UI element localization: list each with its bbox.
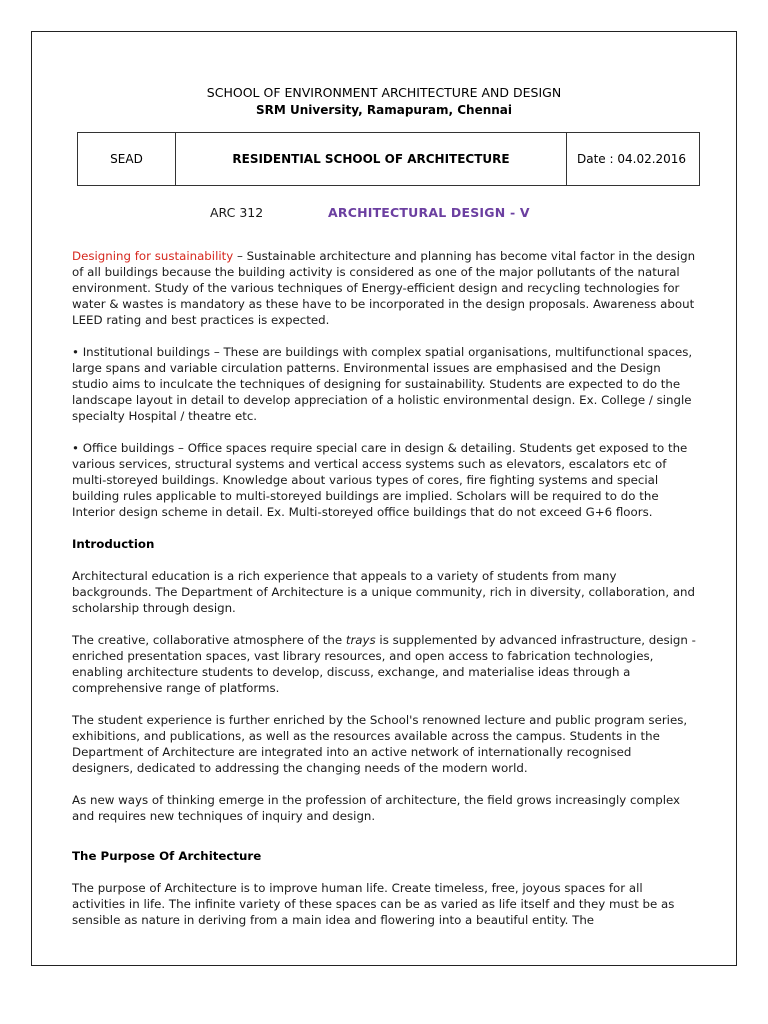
introduction-paragraph-2: [72, 632, 696, 696]
document-page: [31, 31, 737, 966]
info-table: [77, 132, 700, 186]
purpose-heading: The Purpose Of Architecture: [72, 849, 262, 863]
intro-p2-emphasis: trays: [345, 633, 376, 647]
purpose-paragraph-1: The purpose of Architecture is to improve human life. Create timeless, free, joyous spaces for all activities in life. The infinite variety of these spaces can be as varied as life itself and they must be as sensible as nature in deriving from a main idea and flowering into a beautiful entity. The: [72, 881, 675, 927]
introduction-paragraph-1: Architectural education is a rich experience that appeals to a variety of students from many backgrounds. The Department of Architecture is a unique community, rich in diversity, collaboration, and scholarship through design.: [72, 569, 696, 615]
bullet-office: • Office buildings – Office spaces require special care in design & detailing. Students get exposed to the various services, structural systems and vertical access systems such as elevators, escalators etc of multi-storeyed buildings. Knowledge about various types of cores, fire fighting systems and special building rules applicable to multi-storeyed buildings are implied. Scholars will be required to do the Interior design scheme in detail. Ex. Multi-storeyed office buildings that do not exceed G+6 floors.: [72, 441, 688, 519]
info-table-row: [78, 133, 700, 186]
university-subtitle: SRM University, Ramapuram, Chennai: [255, 103, 512, 117]
sustainability-lead: Designing for sustainability: [72, 249, 234, 263]
school-title: SCHOOL OF ENVIRONMENT ARCHITECTURE AND DESIGN: [206, 85, 562, 100]
content-body: [72, 248, 696, 944]
school-name-cell: RESIDENTIAL SCHOOL OF ARCHITECTURE: [176, 133, 567, 186]
course-name: ARCHITECTURAL DESIGN - V: [328, 205, 530, 220]
sustainability-body: – Sustainable architecture and planning has become vital factor in the design of all buildings because the building activity is considered as one of the major pollutants of the natural environment. Study of the various techniques of Energy-efficient design and recycling technologies for water & wastes is mandatory as these have to be incorporated in the design proposals. Awareness about LEED rating and best practices is expected.: [72, 249, 696, 327]
intro-p2-after: is supplemented by advanced infrastructure, design -enriched presentation spaces, vast library resources, and open access to fabrication technologies, enabling architecture students to develop, discuss, exchange, and materialise ideas through a comprehensive range of platforms.: [72, 633, 696, 695]
sustainability-paragraph: [72, 248, 696, 328]
introduction-paragraph-4: As new ways of thinking emerge in the profession of architecture, the field grows increasingly complex and requires new techniques of inquiry and design.: [72, 793, 680, 823]
intro-p2-before: The creative, collaborative atmosphere of the: [72, 633, 346, 647]
introduction-heading: Introduction: [72, 537, 155, 551]
dept-cell: SEAD: [78, 133, 176, 186]
introduction-paragraph-3: The student experience is further enriched by the School's renowned lecture and public program series, exhibitions, and publications, as well as the resources available across the campus. Students in the Department of Architecture are integrated into an active network of internationally recognised designers, dedicated to addressing the changing needs of the modern world.: [72, 713, 688, 775]
course-code: ARC 312: [210, 205, 264, 220]
date-cell: Date : 04.02.2016: [567, 133, 700, 186]
bullet-institutional: • Institutional buildings – These are buildings with complex spatial organisations, multifunctional spaces, large spans and variable circulation patterns. Environmental issues are emphasised and the Design studio aims to inculcate the techniques of designing for sustainability. Students are expected to do the landscape layout in detail to develop appreciation of a holistic environmental design. Ex. College / single specialty Hospital / theatre etc.: [72, 345, 693, 423]
